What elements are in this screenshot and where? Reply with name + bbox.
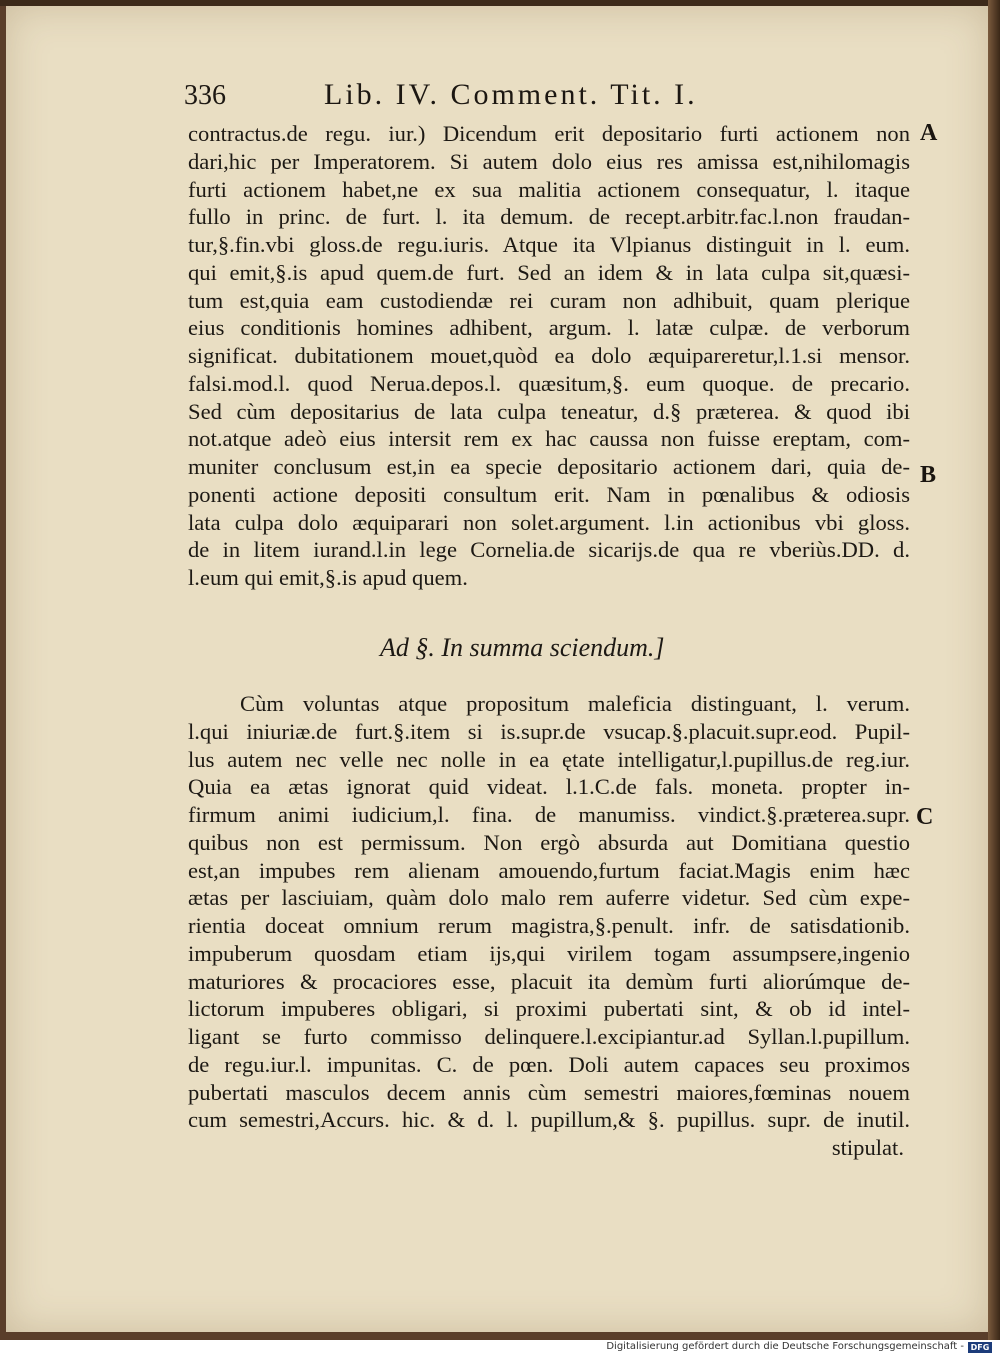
dfg-logo: DFG — [968, 1342, 992, 1353]
text-line: eius conditionis homines adhibent, argum. l. latæ culpæ. de verborum — [188, 315, 910, 341]
margin-marker-a: A — [920, 120, 938, 146]
text-line: fullo in princ. de furt. l. ita demum. de recept.arbitr.fac.l.non fraudan- — [188, 204, 910, 230]
text-line: cum semestri,Accurs. hic. & d. l. pupillum,& §. pupillus. supr. de inutil. — [188, 1107, 910, 1133]
text-line: pubertati masculos decem annis cùm semestri maiores,fœminas nouem — [188, 1079, 910, 1105]
text-line: significat. dubitationem mouet,quòd ea dolo æquipareretur,l.1.si mensor. — [188, 343, 910, 368]
footer-credit: Digitalisierung gefördert durch die Deutsche Forschungsgemeinschaft - — [606, 1341, 964, 1352]
text-line: ætas per lasciuiam, quàm dolo malo rem auferre videtur. Sed cùm expe- — [188, 885, 910, 911]
running-head-title: Lib. IV. Comment. Tit. I. — [324, 78, 698, 111]
text-line: tum est,quia eam custodiendæ rei curam non adhibuit, quam plerique — [188, 287, 910, 313]
running-header — [184, 78, 784, 118]
text-line: ponenti actione depositi consultum erit. Nam in pœnalibus & odiosis — [188, 481, 910, 507]
commentary-paragraph-2 — [188, 690, 910, 1162]
text-line: lus autem nec velle nec nolle in ea ętate intelligatur,l.pupillus.de reg.iur. — [188, 746, 910, 772]
text-line: de regu.iur.l. impunitas. C. de pœn. Doli autem capaces seu proximos — [188, 1051, 910, 1077]
text-line: stipulat. — [831, 1135, 904, 1160]
book-edge-right — [988, 0, 1000, 1340]
text-line: qui emit,§.is apud quem.de furt. Sed an idem & in lata culpa sit,quæsi- — [188, 259, 910, 285]
text-line: muniter conclusum est,in ea specie depositario actionem dari, quia de- — [188, 454, 910, 479]
digitization-footer — [0, 1340, 1000, 1356]
text-line: Quia ea ætas ignorat quid videat. l.1.C.de fals. moneta. propter in- — [188, 774, 910, 800]
text-line: l.qui iniuriæ.de furt.§.item si is.supr.de vsucap.§.placuit.supr.eod. Pupil- — [188, 718, 910, 744]
text-line: not.atque adeò eius intersit rem ex hac caussa non fuisse ereptam, com- — [188, 426, 910, 452]
text-line: rientia doceat omnium rerum magistra,§.penult. infr. de satisdationib. — [188, 913, 910, 938]
text-line: maturiores & procaciores esse, placuit ita demùm furti aliorúmque de- — [188, 968, 910, 994]
text-line: falsi.mod.l. quod Nerua.depos.l. quæsitum,§. eum quoque. de precario. — [188, 370, 910, 396]
text-line: ligant se furto commisso delinquere.l.excipiantur.ad Syllan.l.pupillum. — [188, 1024, 910, 1049]
text-line: lictorum impuberes obligari, si proximi pubertati sint, & ob id intel- — [188, 996, 910, 1022]
text-line: Sed cùm depositarius de lata culpa teneatur, d.§ præterea. & quod ibi — [188, 398, 910, 424]
text-line: impuberum quosdam etiam ijs,qui virilem togam assumpsere,ingenio — [188, 940, 910, 966]
text-line: contractus.de regu. iur.) Dicendum erit depositario furti actionem non — [188, 121, 910, 146]
text-line: lata culpa dolo æquiparari non solet.argument. l.in actionibus vbi gloss. — [188, 509, 910, 535]
text-line: Cùm voluntas atque propositum maleficia distinguant, l. verum. — [240, 691, 910, 716]
text-line: quibus non est permissum. Non ergò absurda aut Domitiana questio — [188, 829, 910, 855]
margin-marker-b: B — [920, 462, 937, 488]
text-line: de in litem iurand.l.in lege Cornelia.de sicarijs.de qua re vberiùs.DD. d. — [188, 537, 910, 563]
page-number: 336 — [184, 80, 226, 111]
text-line: dari,hic per Imperatorem. Si autem dolo eius res amissa est,nihilomagis — [188, 148, 910, 174]
margin-marker-c: C — [916, 804, 934, 830]
commentary-paragraph-1 — [188, 120, 910, 592]
text-line: firmum animi iudicium,l. fina. de manumiss. vindict.§.præterea.supr. — [188, 802, 910, 827]
text-line: furti actionem habet,ne ex sua malitia actionem consequatur, l. itaque — [188, 176, 910, 202]
text-line: tur,§.fin.vbi gloss.de regu.iuris. Atque ita Vlpianus distinguit in l. eum. — [188, 232, 910, 257]
text-line: l.eum qui emit,§.is apud quem. — [188, 565, 468, 590]
text-line: est,an impubes rem alienam amouendo,furtum faciat.Magis enim hæc — [188, 857, 910, 883]
section-heading: Ad §. In summa sciendum.] — [380, 633, 665, 662]
